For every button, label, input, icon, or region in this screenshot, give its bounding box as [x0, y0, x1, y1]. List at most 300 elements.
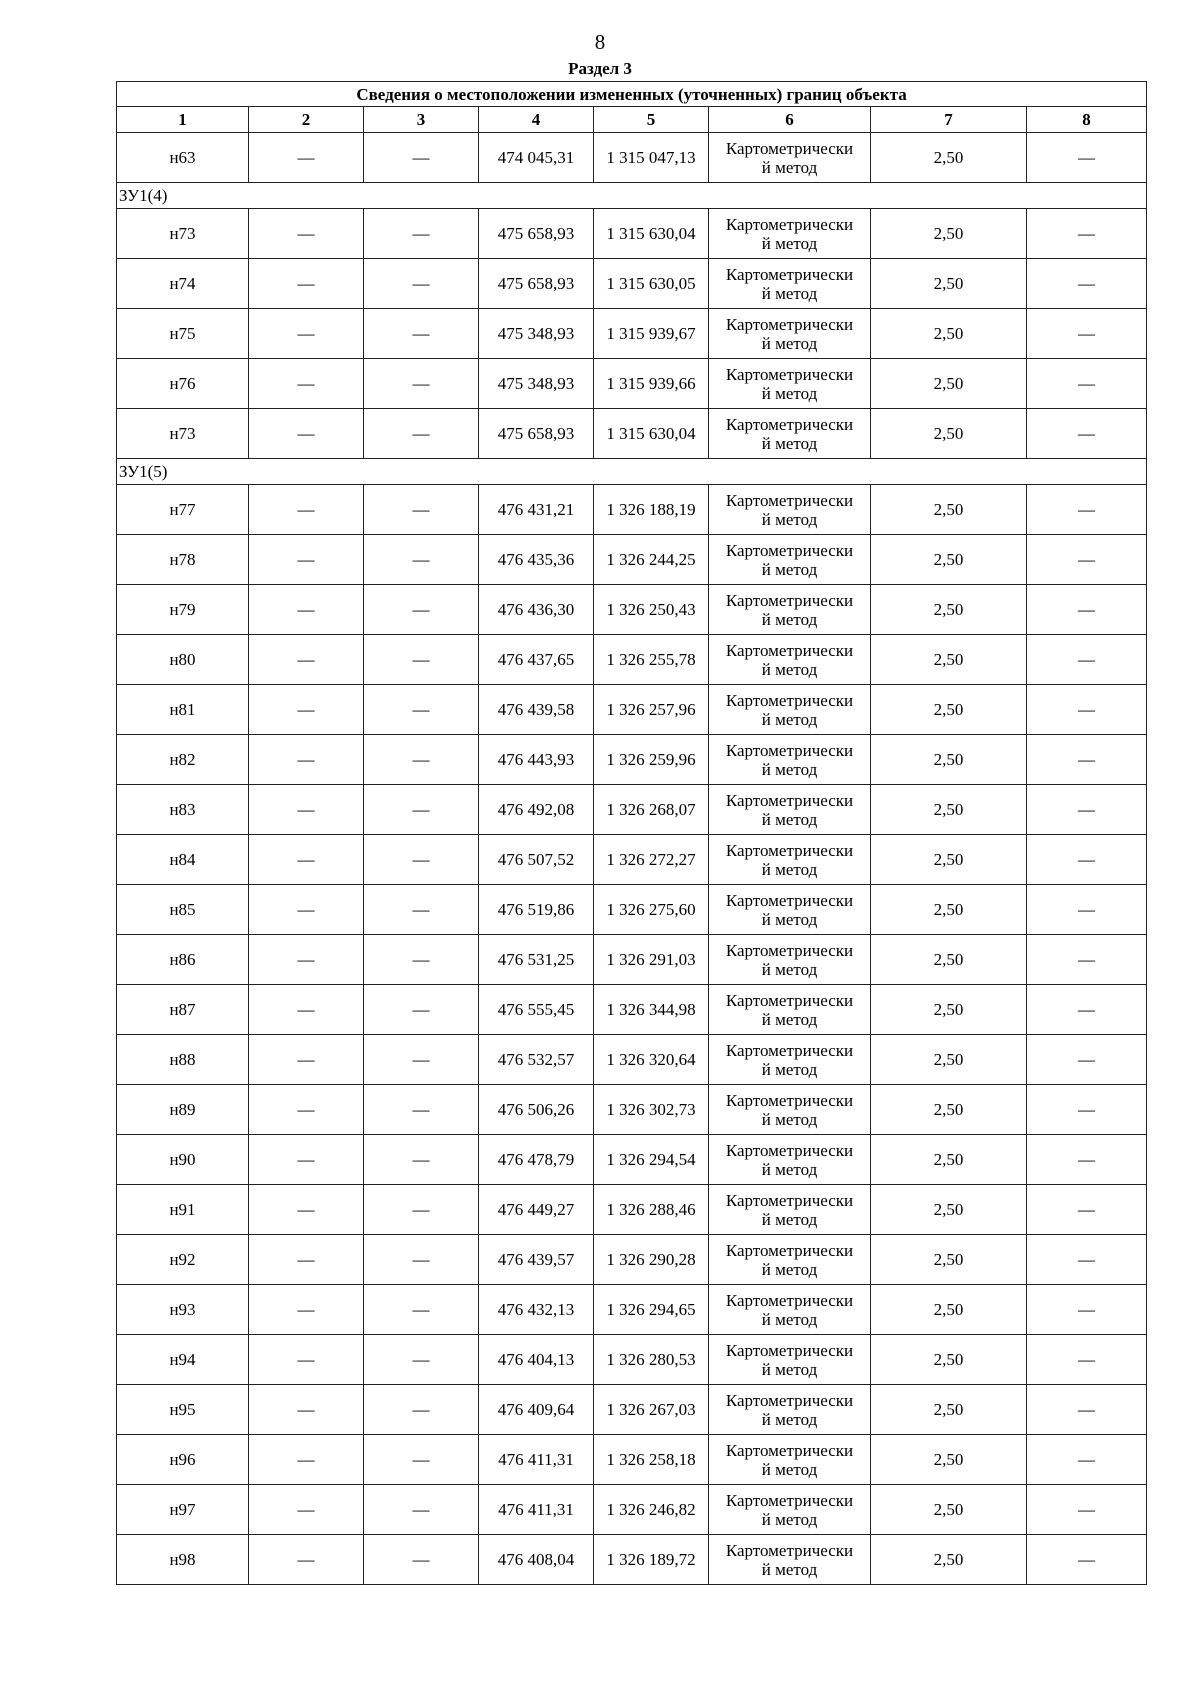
x-new-cell: 474 045,31 — [479, 133, 594, 183]
method-text-line: й метод — [761, 709, 818, 729]
y-new-cell: 1 326 291,03 — [594, 935, 709, 985]
description-cell: — — [1027, 835, 1147, 885]
point-label: н84 — [117, 835, 249, 885]
x-old-cell: — — [249, 535, 364, 585]
accuracy-cell: 2,50 — [871, 985, 1027, 1035]
method-cell — [709, 785, 871, 835]
table-row — [117, 835, 1147, 885]
method-cell — [709, 133, 871, 183]
table-row — [117, 359, 1147, 409]
x-new-cell: 476 439,58 — [479, 685, 594, 735]
point-label: н94 — [117, 1335, 249, 1385]
y-new-cell: 1 326 259,96 — [594, 735, 709, 785]
description-cell: — — [1027, 1085, 1147, 1135]
y-old-cell: — — [364, 585, 479, 635]
method-text-line: й метод — [761, 1559, 818, 1579]
x-new-cell: 476 506,26 — [479, 1085, 594, 1135]
point-label: н89 — [117, 1085, 249, 1135]
method-text-line: Картометрически — [725, 138, 854, 158]
x-new-cell: 476 492,08 — [479, 785, 594, 835]
method-text-line: Картометрически — [725, 1540, 854, 1560]
table-caption-row — [117, 82, 1147, 107]
description-cell: — — [1027, 259, 1147, 309]
x-new-cell: 476 404,13 — [479, 1335, 594, 1385]
table-row — [117, 685, 1147, 735]
description-cell: — — [1027, 685, 1147, 735]
y-new-cell: 1 326 320,64 — [594, 1035, 709, 1085]
method-text-line: й метод — [761, 1109, 818, 1129]
table-body — [117, 82, 1147, 1585]
y-old-cell: — — [364, 685, 479, 735]
y-old-cell: — — [364, 885, 479, 935]
x-old-cell: — — [249, 885, 364, 935]
method-cell — [709, 885, 871, 935]
description-cell: — — [1027, 585, 1147, 635]
point-label: н75 — [117, 309, 249, 359]
accuracy-cell: 2,50 — [871, 735, 1027, 785]
column-header: 2 — [249, 107, 364, 133]
x-old-cell: — — [249, 209, 364, 259]
y-new-cell: 1 315 630,05 — [594, 259, 709, 309]
table-row — [117, 985, 1147, 1035]
table-row — [117, 535, 1147, 585]
x-old-cell: — — [249, 1535, 364, 1585]
table-row — [117, 785, 1147, 835]
point-label: н93 — [117, 1285, 249, 1335]
y-new-cell: 1 326 294,54 — [594, 1135, 709, 1185]
x-old-cell: — — [249, 409, 364, 459]
y-new-cell: 1 326 268,07 — [594, 785, 709, 835]
x-old-cell: — — [249, 359, 364, 409]
description-cell: — — [1027, 1385, 1147, 1435]
y-old-cell: — — [364, 835, 479, 885]
method-text-line: Картометрически — [725, 1340, 854, 1360]
column-header: 1 — [117, 107, 249, 133]
page-number: 8 — [594, 30, 606, 54]
x-old-cell: — — [249, 985, 364, 1035]
y-old-cell: — — [364, 1435, 479, 1485]
method-text-line: Картометрически — [725, 990, 854, 1010]
point-label: н76 — [117, 359, 249, 409]
description-cell: — — [1027, 635, 1147, 685]
x-new-cell: 476 409,64 — [479, 1385, 594, 1435]
method-cell — [709, 1535, 871, 1585]
accuracy-cell: 2,50 — [871, 359, 1027, 409]
method-cell — [709, 935, 871, 985]
x-old-cell: — — [249, 1435, 364, 1485]
boundary-coordinates-table — [116, 81, 1147, 1585]
table-row — [117, 1535, 1147, 1585]
method-cell — [709, 735, 871, 785]
column-header: 7 — [871, 107, 1027, 133]
method-cell — [709, 1085, 871, 1135]
table-row — [117, 133, 1147, 183]
y-old-cell: — — [364, 935, 479, 985]
method-text-line: й метод — [761, 157, 818, 177]
accuracy-cell: 2,50 — [871, 1235, 1027, 1285]
x-new-cell: 476 443,93 — [479, 735, 594, 785]
method-text-line: Картометрически — [725, 490, 854, 510]
group-row — [117, 459, 1147, 485]
description-cell: — — [1027, 409, 1147, 459]
x-old-cell: — — [249, 835, 364, 885]
y-old-cell: — — [364, 735, 479, 785]
y-old-cell: — — [364, 635, 479, 685]
accuracy-cell: 2,50 — [871, 485, 1027, 535]
method-text-line: Картометрически — [725, 1290, 854, 1310]
point-label: н85 — [117, 885, 249, 935]
group-label: ЗУ1(4) — [117, 183, 1147, 209]
column-header: 8 — [1027, 107, 1147, 133]
y-old-cell: — — [364, 1385, 479, 1435]
method-text-line: й метод — [761, 759, 818, 779]
x-old-cell: — — [249, 685, 364, 735]
method-text-line: й метод — [761, 383, 818, 403]
method-text-line: й метод — [761, 283, 818, 303]
method-cell — [709, 485, 871, 535]
x-old-cell: — — [249, 259, 364, 309]
accuracy-cell: 2,50 — [871, 785, 1027, 835]
column-header: 5 — [594, 107, 709, 133]
y-old-cell: — — [364, 785, 479, 835]
method-text-line: й метод — [761, 859, 818, 879]
column-header: 4 — [479, 107, 594, 133]
description-cell: — — [1027, 1435, 1147, 1485]
method-cell — [709, 359, 871, 409]
group-label: ЗУ1(5) — [117, 459, 1147, 485]
y-new-cell: 1 315 630,04 — [594, 409, 709, 459]
description-cell: — — [1027, 1285, 1147, 1335]
table-row — [117, 1285, 1147, 1335]
x-old-cell: — — [249, 1085, 364, 1135]
x-new-cell: 476 408,04 — [479, 1535, 594, 1585]
y-new-cell: 1 326 302,73 — [594, 1085, 709, 1135]
table-row — [117, 1435, 1147, 1485]
method-cell — [709, 535, 871, 585]
point-label: н92 — [117, 1235, 249, 1285]
x-old-cell: — — [249, 1335, 364, 1385]
table-row — [117, 1135, 1147, 1185]
method-cell — [709, 259, 871, 309]
accuracy-cell: 2,50 — [871, 1285, 1027, 1335]
point-label: н81 — [117, 685, 249, 735]
x-old-cell: — — [249, 1185, 364, 1235]
point-label: н63 — [117, 133, 249, 183]
table-row — [117, 735, 1147, 785]
y-old-cell: — — [364, 535, 479, 585]
accuracy-cell: 2,50 — [871, 309, 1027, 359]
accuracy-cell: 2,50 — [871, 635, 1027, 685]
description-cell: — — [1027, 485, 1147, 535]
description-cell: — — [1027, 1235, 1147, 1285]
description-cell: — — [1027, 1185, 1147, 1235]
y-new-cell: 1 326 188,19 — [594, 485, 709, 535]
description-cell: — — [1027, 935, 1147, 985]
group-row — [117, 183, 1147, 209]
method-text-line: й метод — [761, 1009, 818, 1029]
x-new-cell: 475 658,93 — [479, 409, 594, 459]
description-cell: — — [1027, 209, 1147, 259]
accuracy-cell: 2,50 — [871, 1385, 1027, 1435]
accuracy-cell: 2,50 — [871, 935, 1027, 985]
method-text-line: й метод — [761, 1509, 818, 1529]
x-new-cell: 476 436,30 — [479, 585, 594, 635]
description-cell: — — [1027, 1535, 1147, 1585]
y-old-cell: — — [364, 209, 479, 259]
method-text-line: Картометрически — [725, 840, 854, 860]
y-old-cell: — — [364, 309, 479, 359]
method-text-line: Картометрически — [725, 590, 854, 610]
description-cell: — — [1027, 785, 1147, 835]
y-old-cell: — — [364, 1185, 479, 1235]
x-old-cell: — — [249, 1485, 364, 1535]
point-label: н79 — [117, 585, 249, 635]
table-row — [117, 585, 1147, 635]
method-text-line: Картометрически — [725, 640, 854, 660]
description-cell: — — [1027, 1485, 1147, 1535]
x-old-cell: — — [249, 1285, 364, 1335]
y-old-cell: — — [364, 1085, 479, 1135]
method-text-line: Картометрически — [725, 790, 854, 810]
table-row — [117, 485, 1147, 535]
method-text-line: й метод — [761, 1209, 818, 1229]
x-new-cell: 476 437,65 — [479, 635, 594, 685]
x-old-cell: — — [249, 133, 364, 183]
table-row — [117, 209, 1147, 259]
method-text-line: Картометрически — [725, 264, 854, 284]
method-cell — [709, 1435, 871, 1485]
method-text-line: Картометрически — [725, 1090, 854, 1110]
method-text-line: Картометрически — [725, 314, 854, 334]
method-cell — [709, 585, 871, 635]
point-label: н96 — [117, 1435, 249, 1485]
method-cell — [709, 409, 871, 459]
method-text-line: й метод — [761, 1309, 818, 1329]
point-label: н88 — [117, 1035, 249, 1085]
x-old-cell: — — [249, 309, 364, 359]
y-new-cell: 1 326 280,53 — [594, 1335, 709, 1385]
description-cell: — — [1027, 535, 1147, 585]
method-text-line: й метод — [761, 233, 818, 253]
section-title: Раздел 3 — [568, 59, 632, 78]
accuracy-cell: 2,50 — [871, 1335, 1027, 1385]
x-new-cell: 476 411,31 — [479, 1485, 594, 1535]
y-old-cell: — — [364, 133, 479, 183]
y-new-cell: 1 326 267,03 — [594, 1385, 709, 1435]
x-new-cell: 476 439,57 — [479, 1235, 594, 1285]
table-row — [117, 885, 1147, 935]
accuracy-cell: 2,50 — [871, 1135, 1027, 1185]
x-old-cell: — — [249, 785, 364, 835]
x-new-cell: 476 478,79 — [479, 1135, 594, 1185]
y-old-cell: — — [364, 1485, 479, 1535]
x-new-cell: 476 431,21 — [479, 485, 594, 535]
accuracy-cell: 2,50 — [871, 1535, 1027, 1585]
method-text-line: Картометрически — [725, 364, 854, 384]
method-text-line: Картометрически — [725, 1490, 854, 1510]
y-old-cell: — — [364, 985, 479, 1035]
table-header-row — [117, 107, 1147, 133]
y-old-cell: — — [364, 1135, 479, 1185]
y-old-cell: — — [364, 1335, 479, 1385]
point-label: н91 — [117, 1185, 249, 1235]
point-label: н78 — [117, 535, 249, 585]
x-new-cell: 475 348,93 — [479, 359, 594, 409]
accuracy-cell: 2,50 — [871, 133, 1027, 183]
table-row — [117, 1385, 1147, 1435]
x-new-cell: 476 507,52 — [479, 835, 594, 885]
method-cell — [709, 209, 871, 259]
description-cell: — — [1027, 985, 1147, 1035]
x-new-cell: 476 555,45 — [479, 985, 594, 1035]
x-old-cell: — — [249, 935, 364, 985]
table-row — [117, 259, 1147, 309]
table-row — [117, 1485, 1147, 1535]
x-new-cell: 476 532,57 — [479, 1035, 594, 1085]
x-new-cell: 476 432,13 — [479, 1285, 594, 1335]
method-text-line: Картометрически — [725, 890, 854, 910]
x-old-cell: — — [249, 1135, 364, 1185]
y-new-cell: 1 326 294,65 — [594, 1285, 709, 1335]
method-cell — [709, 1135, 871, 1185]
description-cell: — — [1027, 1335, 1147, 1385]
method-text-line: й метод — [761, 433, 818, 453]
y-old-cell: — — [364, 1285, 479, 1335]
y-new-cell: 1 326 272,27 — [594, 835, 709, 885]
method-text-line: Картометрически — [725, 1240, 854, 1260]
accuracy-cell: 2,50 — [871, 885, 1027, 935]
y-old-cell: — — [364, 409, 479, 459]
point-label: н97 — [117, 1485, 249, 1535]
table-row — [117, 1235, 1147, 1285]
method-text-line: Картометрически — [725, 940, 854, 960]
y-new-cell: 1 326 255,78 — [594, 635, 709, 685]
x-new-cell: 475 348,93 — [479, 309, 594, 359]
method-cell — [709, 635, 871, 685]
accuracy-cell: 2,50 — [871, 835, 1027, 885]
point-label: н90 — [117, 1135, 249, 1185]
x-new-cell: 476 411,31 — [479, 1435, 594, 1485]
method-text-line: й метод — [761, 959, 818, 979]
y-old-cell: — — [364, 259, 479, 309]
x-old-cell: — — [249, 735, 364, 785]
point-label: н82 — [117, 735, 249, 785]
x-old-cell: — — [249, 1235, 364, 1285]
point-label: н86 — [117, 935, 249, 985]
x-new-cell: 476 519,86 — [479, 885, 594, 935]
accuracy-cell: 2,50 — [871, 1185, 1027, 1235]
method-cell — [709, 985, 871, 1035]
y-old-cell: — — [364, 1535, 479, 1585]
y-new-cell: 1 326 288,46 — [594, 1185, 709, 1235]
method-cell — [709, 309, 871, 359]
method-text-line: Картометрически — [725, 1190, 854, 1210]
y-new-cell: 1 326 250,43 — [594, 585, 709, 635]
x-new-cell: 475 658,93 — [479, 259, 594, 309]
y-new-cell: 1 326 275,60 — [594, 885, 709, 935]
method-text-line: й метод — [761, 1359, 818, 1379]
method-text-line: й метод — [761, 1059, 818, 1079]
description-cell: — — [1027, 885, 1147, 935]
x-old-cell: — — [249, 585, 364, 635]
method-text-line: й метод — [761, 909, 818, 929]
method-text-line: й метод — [761, 659, 818, 679]
method-text-line: Картометрически — [725, 1440, 854, 1460]
point-label: н87 — [117, 985, 249, 1035]
table-row — [117, 1185, 1147, 1235]
accuracy-cell: 2,50 — [871, 259, 1027, 309]
method-text-line: й метод — [761, 509, 818, 529]
point-label: н77 — [117, 485, 249, 535]
method-text-line: й метод — [761, 1459, 818, 1479]
x-old-cell: — — [249, 1035, 364, 1085]
column-header: 3 — [364, 107, 479, 133]
description-cell: — — [1027, 735, 1147, 785]
method-cell — [709, 1035, 871, 1085]
y-old-cell: — — [364, 485, 479, 535]
method-text-line: й метод — [761, 333, 818, 353]
method-text-line: й метод — [761, 1259, 818, 1279]
table-row — [117, 1335, 1147, 1385]
table-row — [117, 1085, 1147, 1135]
y-new-cell: 1 315 630,04 — [594, 209, 709, 259]
method-text-line: Картометрически — [725, 740, 854, 760]
point-label: н83 — [117, 785, 249, 835]
accuracy-cell: 2,50 — [871, 685, 1027, 735]
x-new-cell: 475 658,93 — [479, 209, 594, 259]
method-text-line: й метод — [761, 1159, 818, 1179]
point-label: н73 — [117, 209, 249, 259]
accuracy-cell: 2,50 — [871, 1485, 1027, 1535]
method-text-line: Картометрически — [725, 214, 854, 234]
method-cell — [709, 1335, 871, 1385]
x-new-cell: 476 435,36 — [479, 535, 594, 585]
method-text-line: й метод — [761, 1409, 818, 1429]
description-cell: — — [1027, 133, 1147, 183]
method-cell — [709, 835, 871, 885]
x-new-cell: 476 531,25 — [479, 935, 594, 985]
method-text-line: Картометрически — [725, 690, 854, 710]
point-label: н80 — [117, 635, 249, 685]
method-cell — [709, 1235, 871, 1285]
accuracy-cell: 2,50 — [871, 585, 1027, 635]
y-new-cell: 1 315 939,66 — [594, 359, 709, 409]
point-label: н73 — [117, 409, 249, 459]
y-new-cell: 1 326 290,28 — [594, 1235, 709, 1285]
x-new-cell: 476 449,27 — [479, 1185, 594, 1235]
accuracy-cell: 2,50 — [871, 535, 1027, 585]
method-text-line: й метод — [761, 559, 818, 579]
accuracy-cell: 2,50 — [871, 209, 1027, 259]
method-cell — [709, 1385, 871, 1435]
method-text-line: й метод — [761, 809, 818, 829]
point-label: н74 — [117, 259, 249, 309]
description-cell: — — [1027, 309, 1147, 359]
description-cell: — — [1027, 359, 1147, 409]
accuracy-cell: 2,50 — [871, 1435, 1027, 1485]
x-old-cell: — — [249, 485, 364, 535]
method-text-line: Картометрически — [725, 1390, 854, 1410]
method-text-line: Картометрически — [725, 1140, 854, 1160]
accuracy-cell: 2,50 — [871, 409, 1027, 459]
table-row — [117, 1035, 1147, 1085]
accuracy-cell: 2,50 — [871, 1035, 1027, 1085]
method-cell — [709, 685, 871, 735]
method-cell — [709, 1485, 871, 1535]
method-text-line: Картометрически — [725, 414, 854, 434]
y-new-cell: 1 315 047,13 — [594, 133, 709, 183]
method-cell — [709, 1285, 871, 1335]
